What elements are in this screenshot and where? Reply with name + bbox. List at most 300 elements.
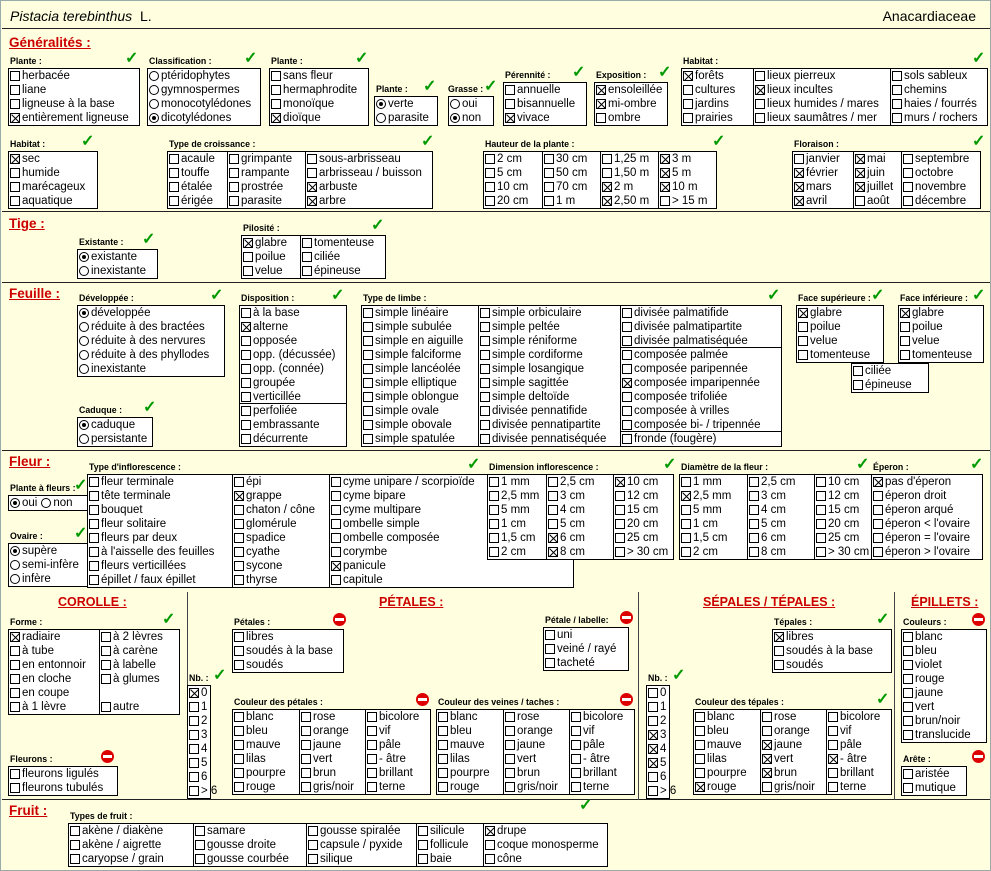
- option-classif-dicotylédones[interactable]: [148, 111, 260, 125]
- option-croiss-arbrisseau / buisson[interactable]: [306, 166, 432, 180]
- checkbox[interactable]: [648, 758, 658, 768]
- checkbox[interactable]: [548, 519, 558, 529]
- checkbox[interactable]: [828, 782, 838, 792]
- option-flor-décembre[interactable]: [902, 194, 980, 208]
- option-flor-janvier[interactable]: [793, 152, 853, 166]
- checkbox[interactable]: [762, 726, 772, 736]
- checkbox[interactable]: [681, 547, 691, 557]
- checkbox[interactable]: [873, 477, 883, 487]
- checkbox[interactable]: [749, 547, 759, 557]
- option-fruit-caryopse / grain[interactable]: [69, 852, 193, 866]
- checkbox[interactable]: [774, 660, 784, 670]
- checkbox[interactable]: [418, 826, 428, 836]
- option-pilo-velue[interactable]: [242, 264, 300, 278]
- checkbox[interactable]: [762, 712, 772, 722]
- option-fruit-gousse droite[interactable]: [194, 838, 306, 852]
- option-croiss-touffe[interactable]: [168, 166, 227, 180]
- option-dispo2-embrassante[interactable]: [240, 418, 346, 432]
- option-limbe1-simple peltée[interactable]: [479, 320, 622, 334]
- option-coultep-terne[interactable]: [827, 780, 891, 794]
- checkbox[interactable]: [798, 350, 808, 360]
- option-forme-à labelle[interactable]: [100, 658, 179, 672]
- option-limbe1-simple obovale[interactable]: [362, 418, 478, 432]
- checkbox[interactable]: [234, 575, 244, 585]
- checkbox[interactable]: [10, 660, 20, 670]
- option-flor-février[interactable]: [793, 166, 853, 180]
- checkbox[interactable]: [505, 85, 515, 95]
- option-coultep-vif[interactable]: [827, 724, 891, 738]
- checkbox[interactable]: [622, 434, 632, 444]
- checkbox[interactable]: [189, 772, 199, 782]
- option-forme-à 1 lèvre[interactable]: [9, 700, 99, 714]
- checkbox[interactable]: [367, 712, 377, 722]
- radio-non[interactable]: [41, 498, 51, 508]
- checkbox[interactable]: [648, 702, 658, 712]
- checkbox[interactable]: [271, 99, 281, 109]
- option-nbp-> 6[interactable]: [188, 784, 218, 798]
- option-diamfl-3 cm[interactable]: [748, 489, 814, 503]
- option-coulep-translucide[interactable]: [902, 728, 986, 742]
- checkbox[interactable]: [505, 740, 515, 750]
- option-dispo-opp. (connée)[interactable]: [240, 362, 346, 376]
- checkbox[interactable]: [308, 826, 318, 836]
- checkbox[interactable]: [903, 769, 913, 779]
- option-hauteur-2 cm[interactable]: [484, 152, 542, 166]
- option-tepales-soudés à la base[interactable]: [773, 644, 891, 658]
- radio-button[interactable]: [10, 560, 20, 570]
- checkbox[interactable]: [660, 196, 670, 206]
- checkbox[interactable]: [749, 505, 759, 515]
- checkbox[interactable]: [485, 826, 495, 836]
- option-forme-à carène[interactable]: [100, 644, 179, 658]
- option-limbe1-divisée pennatipartite[interactable]: [479, 418, 622, 432]
- checkbox[interactable]: [229, 196, 239, 206]
- checkbox[interactable]: [816, 519, 826, 529]
- option-limbe3-composée imparipennée[interactable]: [621, 376, 781, 390]
- checkbox[interactable]: [648, 688, 658, 698]
- option-fsup-velue[interactable]: [797, 334, 883, 348]
- option-coultep-brun[interactable]: [761, 766, 826, 780]
- checkbox[interactable]: [189, 716, 199, 726]
- option-classif-monocotylédones[interactable]: [148, 97, 260, 111]
- option-coultep-- âtre[interactable]: [827, 752, 891, 766]
- option-fsup-glabre[interactable]: [797, 306, 883, 320]
- checkbox[interactable]: [438, 782, 448, 792]
- option-coultep-rouge[interactable]: [694, 780, 760, 794]
- checkbox[interactable]: [189, 786, 199, 796]
- checkbox[interactable]: [903, 660, 913, 670]
- option-perenn-bisannuelle[interactable]: [504, 97, 586, 111]
- option-diamfl-4 cm[interactable]: [748, 503, 814, 517]
- option-nbp-0[interactable]: [188, 686, 210, 700]
- checkbox[interactable]: [10, 783, 20, 793]
- option-limbe3-composée à vrilles[interactable]: [621, 404, 781, 418]
- option-croiss-rampante[interactable]: [228, 166, 305, 180]
- option-inflo-à l'aisselle des feuilles[interactable]: [88, 545, 232, 559]
- option-coulpet-orange[interactable]: [300, 724, 365, 738]
- option-nbs-0[interactable]: [647, 686, 669, 700]
- option-croiss-parasite[interactable]: [228, 194, 305, 208]
- checkbox[interactable]: [101, 702, 111, 712]
- checkbox[interactable]: [195, 854, 205, 864]
- checkbox[interactable]: [367, 768, 377, 778]
- option-hauteur-5 m[interactable]: [659, 166, 716, 180]
- option-nbp-6[interactable]: [188, 770, 210, 784]
- checkbox[interactable]: [234, 477, 244, 487]
- checkbox[interactable]: [903, 702, 913, 712]
- checkbox[interactable]: [571, 712, 581, 722]
- checkbox[interactable]: [695, 782, 705, 792]
- option-petales-soudés[interactable]: [233, 658, 343, 672]
- option-diminf-5 mm[interactable]: [488, 503, 546, 517]
- option-inflo-épi[interactable]: [233, 475, 329, 489]
- option-arete-aristée[interactable]: [902, 767, 966, 781]
- option-diminf-6 cm[interactable]: [547, 531, 613, 545]
- option-ovaire-supère[interactable]: [9, 544, 87, 558]
- checkbox[interactable]: [189, 688, 199, 698]
- option-coulvein-bicolore[interactable]: [570, 710, 634, 724]
- checkbox[interactable]: [749, 533, 759, 543]
- option-devel-inexistante[interactable]: [78, 362, 224, 376]
- checkbox[interactable]: [762, 768, 772, 778]
- option-hauteur-2 m[interactable]: [601, 180, 658, 194]
- option-coulep-bleu[interactable]: [902, 644, 986, 658]
- checkbox[interactable]: [301, 782, 311, 792]
- checkbox[interactable]: [774, 632, 784, 642]
- checkbox[interactable]: [695, 712, 705, 722]
- checkbox[interactable]: [544, 168, 554, 178]
- checkbox[interactable]: [363, 308, 373, 318]
- checkbox[interactable]: [660, 154, 670, 164]
- option-habitat1-lieux saumâtres / mer[interactable]: [754, 111, 890, 125]
- radio-button[interactable]: [79, 420, 89, 430]
- option-fruit-capsule / pyxide[interactable]: [307, 838, 416, 852]
- radio-button[interactable]: [450, 113, 460, 123]
- option-limbe1-simple linéaire[interactable]: [362, 306, 478, 320]
- option-habitat1-lieux incultes[interactable]: [754, 83, 890, 97]
- option-fruit-coque monosperme[interactable]: [484, 838, 607, 852]
- radio-button[interactable]: [79, 252, 89, 262]
- checkbox[interactable]: [302, 266, 312, 276]
- option-habitat1-murs / rochers[interactable]: [891, 111, 987, 125]
- option-nbp-3[interactable]: [188, 728, 210, 742]
- checkbox[interactable]: [681, 505, 691, 515]
- option-exist-existante[interactable]: [78, 250, 157, 264]
- checkbox[interactable]: [331, 519, 341, 529]
- checkbox[interactable]: [816, 491, 826, 501]
- option-limbe1-simple en aiguille[interactable]: [362, 334, 478, 348]
- checkbox[interactable]: [307, 182, 317, 192]
- checkbox[interactable]: [816, 505, 826, 515]
- checkbox[interactable]: [234, 505, 244, 515]
- option-ovaire-infère[interactable]: [9, 572, 87, 586]
- checkbox[interactable]: [544, 154, 554, 164]
- option-nbs-6[interactable]: [647, 770, 669, 784]
- checkbox[interactable]: [480, 350, 490, 360]
- option-coulpet-blanc[interactable]: [233, 710, 299, 724]
- option-habitat1-jardins[interactable]: [682, 97, 753, 111]
- option-flor-octobre[interactable]: [902, 166, 980, 180]
- checkbox[interactable]: [548, 533, 558, 543]
- option-dispo-verticillée[interactable]: [240, 390, 346, 404]
- checkbox[interactable]: [438, 726, 448, 736]
- checkbox[interactable]: [438, 740, 448, 750]
- option-forme-à 2 lèvres[interactable]: [100, 630, 179, 644]
- option-forme-radiaire[interactable]: [9, 630, 99, 644]
- checkbox[interactable]: [828, 768, 838, 778]
- option-croiss-érigée[interactable]: [168, 194, 227, 208]
- option-flor-novembre[interactable]: [902, 180, 980, 194]
- option-coulpet-mauve[interactable]: [233, 738, 299, 752]
- option-fruit-akène / diakène[interactable]: [69, 824, 193, 838]
- option-fruit-drupe[interactable]: [484, 824, 607, 838]
- checkbox[interactable]: [363, 336, 373, 346]
- option-coulep-jaune[interactable]: [902, 686, 986, 700]
- checkbox[interactable]: [660, 182, 670, 192]
- option-coulep-blanc[interactable]: [902, 630, 986, 644]
- option-arete-mutique[interactable]: [902, 781, 966, 795]
- checkbox[interactable]: [10, 154, 20, 164]
- option-flor-août[interactable]: [854, 194, 901, 208]
- option-finf2-épineuse[interactable]: [852, 378, 928, 392]
- checkbox[interactable]: [596, 85, 606, 95]
- option-limbe1-simple ovale[interactable]: [362, 404, 478, 418]
- checkbox[interactable]: [755, 99, 765, 109]
- checkbox[interactable]: [438, 768, 448, 778]
- option-hauteur-50 cm[interactable]: [543, 166, 600, 180]
- checkbox[interactable]: [660, 168, 670, 178]
- checkbox[interactable]: [485, 182, 495, 192]
- option-limbe1-simple lancéolée[interactable]: [362, 362, 478, 376]
- checkbox[interactable]: [762, 754, 772, 764]
- checkbox[interactable]: [903, 646, 913, 656]
- checkbox[interactable]: [308, 854, 318, 864]
- checkbox[interactable]: [548, 491, 558, 501]
- option-diamfl-1 cm[interactable]: [680, 517, 747, 531]
- checkbox[interactable]: [489, 547, 499, 557]
- option-inflo-grappe[interactable]: [233, 489, 329, 503]
- checkbox[interactable]: [10, 688, 20, 698]
- option-petlab-tacheté[interactable]: [544, 656, 628, 670]
- option-devel-réduite à des phyllodes[interactable]: [78, 348, 224, 362]
- option-diminf-20 cm[interactable]: [614, 517, 673, 531]
- option-diamfl-2,5 cm[interactable]: [748, 475, 814, 489]
- option-croiss-sous-arbrisseau[interactable]: [306, 152, 432, 166]
- option-coulvein-pourpre[interactable]: [437, 766, 503, 780]
- checkbox[interactable]: [480, 434, 490, 444]
- checkbox[interactable]: [622, 406, 632, 416]
- option-habitat1-lieux pierreux[interactable]: [754, 69, 890, 83]
- radio-button[interactable]: [149, 113, 159, 123]
- checkbox[interactable]: [903, 716, 913, 726]
- option-plante1-ligneuse à la base[interactable]: [9, 97, 139, 111]
- checkbox[interactable]: [622, 336, 632, 346]
- checkbox[interactable]: [10, 196, 20, 206]
- option-habitat1-chemins[interactable]: [891, 83, 987, 97]
- option-coultep-lilas[interactable]: [694, 752, 760, 766]
- checkbox[interactable]: [774, 646, 784, 656]
- checkbox[interactable]: [301, 768, 311, 778]
- option-plante1-liane[interactable]: [9, 83, 139, 97]
- radio-button[interactable]: [10, 546, 20, 556]
- checkbox[interactable]: [480, 364, 490, 374]
- option-diamfl-1,5 cm[interactable]: [680, 531, 747, 545]
- option-coulvein-- âtre[interactable]: [570, 752, 634, 766]
- checkbox[interactable]: [505, 99, 515, 109]
- checkbox[interactable]: [505, 113, 515, 123]
- option-habitat1-forêts[interactable]: [682, 69, 753, 83]
- checkbox[interactable]: [241, 420, 251, 430]
- option-expo-mi-ombre[interactable]: [595, 97, 667, 111]
- option-croiss-arbuste[interactable]: [306, 180, 432, 194]
- checkbox[interactable]: [648, 730, 658, 740]
- option-coulpet-gris/noir[interactable]: [300, 780, 365, 794]
- radio-button[interactable]: [79, 364, 89, 374]
- checkbox[interactable]: [749, 477, 759, 487]
- option-hauteur-30 cm[interactable]: [543, 152, 600, 166]
- option-fleurons-fleurons tubulés[interactable]: [9, 781, 117, 795]
- checkbox[interactable]: [681, 477, 691, 487]
- option-plante2-hermaphrodite[interactable]: [270, 83, 368, 97]
- option-nbs-2[interactable]: [647, 714, 669, 728]
- checkbox[interactable]: [331, 477, 341, 487]
- checkbox[interactable]: [101, 632, 111, 642]
- radio-button[interactable]: [149, 71, 159, 81]
- option-hauteur-1 m[interactable]: [543, 194, 600, 208]
- checkbox[interactable]: [10, 769, 20, 779]
- option-nbs-4[interactable]: [647, 742, 669, 756]
- option-inflo-bouquet[interactable]: [88, 503, 232, 517]
- checkbox[interactable]: [301, 740, 311, 750]
- option-diamfl-2,5 mm[interactable]: [680, 489, 747, 503]
- option-flor-septembre[interactable]: [902, 152, 980, 166]
- checkbox[interactable]: [89, 561, 99, 571]
- checkbox[interactable]: [695, 768, 705, 778]
- option-inflo-panicule[interactable]: [330, 559, 573, 573]
- checkbox[interactable]: [189, 730, 199, 740]
- option-inflo-épillet / faux épillet[interactable]: [88, 573, 232, 587]
- option-diamfl-1 mm[interactable]: [680, 475, 747, 489]
- checkbox[interactable]: [489, 505, 499, 515]
- option-ovaire-semi-infère[interactable]: [9, 558, 87, 572]
- option-diminf-12 cm[interactable]: [614, 489, 673, 503]
- checkbox[interactable]: [544, 182, 554, 192]
- option-limbe1-simple sagittée[interactable]: [479, 376, 622, 390]
- checkbox[interactable]: [794, 182, 804, 192]
- option-coultep-orange[interactable]: [761, 724, 826, 738]
- option-croiss-acaule[interactable]: [168, 152, 227, 166]
- checkbox[interactable]: [241, 434, 251, 444]
- option-coulvein-brillant[interactable]: [570, 766, 634, 780]
- option-limbe1-divisée pennatiséquée[interactable]: [479, 432, 622, 446]
- checkbox[interactable]: [648, 744, 658, 754]
- option-nbs-3[interactable]: [647, 728, 669, 742]
- checkbox[interactable]: [89, 477, 99, 487]
- option-inflo-fleur terminale[interactable]: [88, 475, 232, 489]
- checkbox[interactable]: [489, 519, 499, 529]
- option-eperon-pas d'éperon[interactable]: [872, 475, 982, 489]
- option-coulpet-terne[interactable]: [366, 780, 430, 794]
- checkbox[interactable]: [828, 726, 838, 736]
- radio-button[interactable]: [376, 113, 386, 123]
- checkbox[interactable]: [301, 754, 311, 764]
- checkbox[interactable]: [615, 533, 625, 543]
- option-fruit-silicule[interactable]: [417, 824, 483, 838]
- option-diminf-15 cm[interactable]: [614, 503, 673, 517]
- option-diminf-4 cm[interactable]: [547, 503, 613, 517]
- option-coulvein-vif[interactable]: [570, 724, 634, 738]
- option-nbp-5[interactable]: [188, 756, 210, 770]
- option-grasse-non[interactable]: [449, 111, 493, 125]
- checkbox[interactable]: [903, 783, 913, 793]
- checkbox[interactable]: [903, 182, 913, 192]
- checkbox[interactable]: [903, 196, 913, 206]
- option-petales-libres[interactable]: [233, 630, 343, 644]
- option-inflo-spadice[interactable]: [233, 531, 329, 545]
- checkbox[interactable]: [892, 85, 902, 95]
- option-fsup-tomenteuse[interactable]: [797, 348, 883, 362]
- checkbox[interactable]: [622, 378, 632, 388]
- option-inflo-tête terminale[interactable]: [88, 489, 232, 503]
- option-fruit-silique[interactable]: [307, 852, 416, 866]
- checkbox[interactable]: [241, 392, 251, 402]
- option-diamfl-2 cm[interactable]: [680, 545, 747, 559]
- option-habitat2-sec[interactable]: [9, 152, 97, 166]
- checkbox[interactable]: [683, 71, 693, 81]
- option-hauteur-2,50 m[interactable]: [601, 194, 658, 208]
- checkbox[interactable]: [480, 392, 490, 402]
- option-coulpet-rose[interactable]: [300, 710, 365, 724]
- option-coulvein-terne[interactable]: [570, 780, 634, 794]
- option-finf-glabre[interactable]: [899, 306, 983, 320]
- checkbox[interactable]: [10, 168, 20, 178]
- option-limbe3-composée bi- / tripennée[interactable]: [621, 418, 781, 432]
- checkbox[interactable]: [234, 782, 244, 792]
- option-dispo-à la base[interactable]: [240, 306, 346, 320]
- checkbox[interactable]: [794, 168, 804, 178]
- option-fleurons-fleurons ligulés[interactable]: [9, 767, 117, 781]
- checkbox[interactable]: [903, 632, 913, 642]
- checkbox[interactable]: [571, 740, 581, 750]
- checkbox[interactable]: [241, 364, 251, 374]
- option-coulvein-vert[interactable]: [504, 752, 569, 766]
- radio-button[interactable]: [376, 99, 386, 109]
- checkbox[interactable]: [480, 406, 490, 416]
- checkbox[interactable]: [622, 322, 632, 332]
- option-coulvein-mauve[interactable]: [437, 738, 503, 752]
- option-flor-mai[interactable]: [854, 152, 901, 166]
- option-coulep-brun/noir[interactable]: [902, 714, 986, 728]
- option-coulpet-brillant[interactable]: [366, 766, 430, 780]
- checkbox[interactable]: [363, 350, 373, 360]
- radio-button[interactable]: [79, 350, 89, 360]
- checkbox[interactable]: [10, 632, 20, 642]
- option-diminf-2,5 cm[interactable]: [547, 475, 613, 489]
- option-diminf-1,5 cm[interactable]: [488, 531, 546, 545]
- option-nbp-2[interactable]: [188, 714, 210, 728]
- option-coulpet-jaune[interactable]: [300, 738, 365, 752]
- checkbox[interactable]: [648, 786, 658, 796]
- checkbox[interactable]: [363, 434, 373, 444]
- checkbox[interactable]: [794, 154, 804, 164]
- checkbox[interactable]: [505, 782, 515, 792]
- option-flor-avril[interactable]: [793, 194, 853, 208]
- checkbox[interactable]: [755, 85, 765, 95]
- checkbox[interactable]: [241, 350, 251, 360]
- option-finf2-ciliée[interactable]: [852, 364, 928, 378]
- option-coultep-blanc[interactable]: [694, 710, 760, 724]
- checkbox[interactable]: [695, 726, 705, 736]
